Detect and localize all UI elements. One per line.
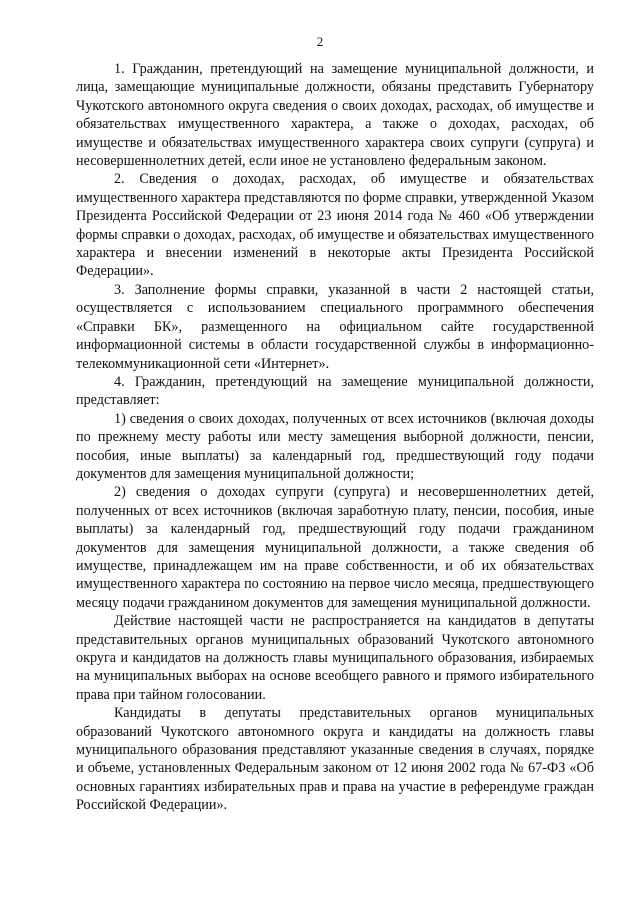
paragraph-part-3: 3. Заполнение формы справки, указанной в части 2 настоящей статьи, осуществляется с использованием специального программного обеспечения «Справки БК», размещенного на официальном сайте государственной информационной системы в области государственной службы в информационно-телекоммуникационной сети «Интернет».	[76, 281, 594, 372]
paragraph-part-2: 2. Сведения о доходах, расходах, об имуществе и обязательствах имущественного характера представляются по форме справки, утвержденной Указом Президента Российской Федерации от 23 июня 2014 года № 460 «Об утверждении формы справки о доходах, расходах, об имуществе и обязательствах имущественного характера и внесении изменений в некоторые акты Президента Российской Федерации».	[76, 171, 594, 280]
paragraph-exception: Действие настоящей части не распространяется на кандидатов в депутаты представительных органов муниципальных образований Чукотского автономного округа и кандидатов на должность главы муниципального образования, избираемых на муниципальных выборах на основе всеобщего равного и прямого избирательного права при тайном голосовании.	[76, 613, 594, 703]
paragraph-part-4: 4. Гражданин, претендующий на замещение муниципальной должности, представляет:	[76, 373, 594, 409]
paragraph-item-2: 2) сведения о доходах супруги (супруга) и несовершеннолетних детей, полученных от всех источников (включая заработную плату, пенсии, пособия, иные выплаты) за календарный год, предшествующий году подачи гражданином документов для замещения муниципальной должности, а также сведения об имуществе, принадлежащем им на праве собственности, и об их обязательствах имущественного характера по состоянию на первое число месяца, предшествующего месяцу подачи гражданином документов для замещения муниципальной должности.	[76, 484, 594, 611]
document-body	[76, 60, 594, 815]
paragraph-item-1: 1) сведения о своих доходах, полученных от всех источников (включая доходы по прежнему месту работы или месту замещения выборной должности, пенсии, пособия, иные выплаты) за календарный год, предшествующий году подачи документов для замещения муниципальной должности;	[76, 410, 594, 482]
page-number: 2	[316, 34, 324, 49]
paragraph-part-1: 1. Гражданин, претендующий на замещение муниципальной должности, и лица, замещающие муниципальные должности, обязаны представить Губернатору Чукотского автономного округа сведения о своих доходах, расходах, об имуществе и обязательствах имущественного характера, а также о доходах, расходах, об имуществе и обязательствах имущественного характера своих супруги (супруга) и несовершеннолетних детей, если иное не установлено федеральным законом.	[76, 61, 594, 170]
paragraph-candidates: Кандидаты в депутаты представительных органов муниципальных образований Чукотского автономного округа и кандидаты на должность главы муниципального образования представляют указанные сведения в случаях, порядке и объеме, установленных Федеральным законом от 12 июня 2002 года № 67-ФЗ «Об основных гарантиях избирательных прав и права на участие в референдуме граждан Российской Федерации».	[76, 705, 594, 814]
